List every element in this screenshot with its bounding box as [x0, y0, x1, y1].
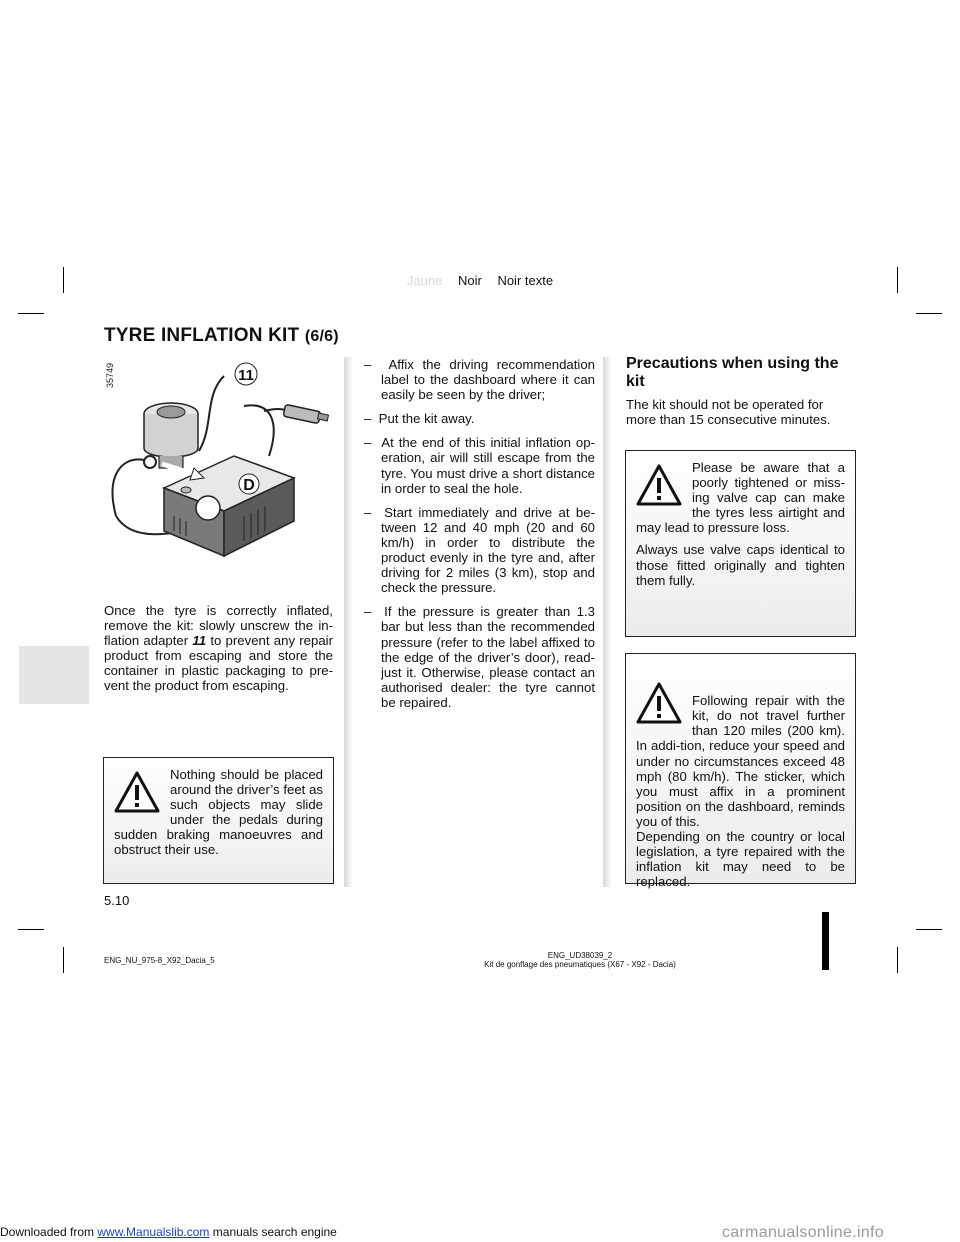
list-item: – If the pressure is greater than 1.3 bar but less than the recommended pressure (refer to the label affixed to the edge of the driver’s door), read-just it. Otherwise, please contact an authorised dealer: the tyre cannot be repaired. [364, 604, 595, 710]
warning-valve-text-2: Always use valve caps identical to those fitted originally and tighten them fully. [636, 542, 845, 588]
precautions-intro: The kit should not be operated for more than 15 consecutive minutes. [626, 397, 831, 428]
footer-right-code [460, 951, 700, 969]
crop-mark [18, 929, 44, 930]
col1-text-before: Once the tyre is correctly inflated, remove the kit: slowly unscrew the in-flation adapter [104, 603, 333, 649]
warning-box-valve-caps [625, 450, 856, 637]
warning-triangle-icon [636, 464, 682, 506]
column-divider [344, 357, 352, 887]
warning-box-repair-limits [625, 653, 856, 890]
page-number: 5.10 [104, 893, 130, 908]
color-name-black: Noir [457, 273, 482, 288]
crop-mark [18, 313, 44, 314]
warning-triangle-icon [114, 771, 160, 813]
watermark: carmanualsonline.info [722, 1224, 884, 1241]
column-divider [603, 357, 611, 887]
thumb-index-bar [822, 912, 829, 970]
adapter-number: 11 [192, 633, 207, 649]
download-banner [0, 1225, 337, 1239]
footer-right-ref: ENG_UD38039_2 [547, 951, 613, 960]
list-item: – Affix the driving recommendation label to the dashboard where it can easily be seen by the driver; [364, 357, 595, 403]
power-plug [283, 404, 328, 423]
instruction-list [364, 357, 595, 719]
label-adapter: 11 [238, 367, 254, 384]
color-name-yellow: Jaune [406, 273, 443, 288]
label-kit: D [243, 477, 255, 494]
footer-right-desc: Kit de gonflage des pneumatiques (X67 - X92 - Dacia) [484, 960, 676, 969]
crop-mark [63, 947, 64, 973]
footer-left-code: ENG_NU_975-8_X92_Dacia_5 [104, 956, 215, 965]
color-name-black-text: Noir texte [497, 273, 554, 288]
col1-text-after: to prevent any repair product from escaping and store the container in plastic packaging to pre-vent the product from escaping. [104, 633, 333, 694]
inflation-kit-illustration [104, 356, 336, 566]
print-color-header [0, 273, 960, 288]
title-suffix: (6/6) [304, 328, 339, 345]
col1-paragraph [104, 603, 333, 694]
warning-box-pedals [103, 757, 334, 884]
page-title [104, 325, 339, 347]
inflation-kit-drawing [104, 356, 336, 566]
crop-mark [916, 929, 942, 930]
list-item: – Put the kit away. [364, 411, 475, 427]
crop-mark [916, 313, 942, 314]
warning-triangle-icon [636, 682, 682, 724]
warning-repair-text: Following repair with the kit, do not travel further than 120 miles (200 km). In addi-tion, reduce your speed and under no circumstances exceed 48 mph (80 km/h). The sticker, which you must affix in a prominent position on the dashboard, reminds you of this. Depending on the country or local legislation, a tyre repaired with the inflation kit may need to be replaced. [636, 693, 845, 890]
crop-mark [897, 947, 898, 973]
list-item: – Start immediately and drive at be-tween 12 and 40 mph (20 and 60 km/h) in order to distribute the product evenly in the tyre and, after driving for 2 miles (3 km), stop and check the pressure. [364, 504, 595, 596]
list-item: – At the end of this initial inflation op-eration, air will still escape from the tyre. You must drive a short distance in order to seal the hole. [364, 435, 595, 496]
chapter-tab [19, 646, 89, 704]
warning-pedals-text: Nothing should be placed around the driver’s feet as such objects may slide under the pedals during sudden braking manoeuvres and obstruct their use. [114, 767, 323, 858]
precautions-heading: Precautions when using the kit [626, 355, 839, 390]
banner-prefix: Downloaded from [0, 1225, 98, 1239]
warning-valve-text-1: Please be aware that a poorly tightened or miss-ing valve cap can make the tyres less airtight and may lead to pressure loss. [636, 460, 845, 536]
banner-suffix: manuals search engine [209, 1225, 337, 1239]
figure-ref: 35749 [105, 362, 115, 388]
manualslib-link[interactable]: www.Manualslib.com [97, 1225, 210, 1239]
sealant-container [144, 403, 198, 468]
title-main: TYRE INFLATION KIT [104, 325, 305, 346]
